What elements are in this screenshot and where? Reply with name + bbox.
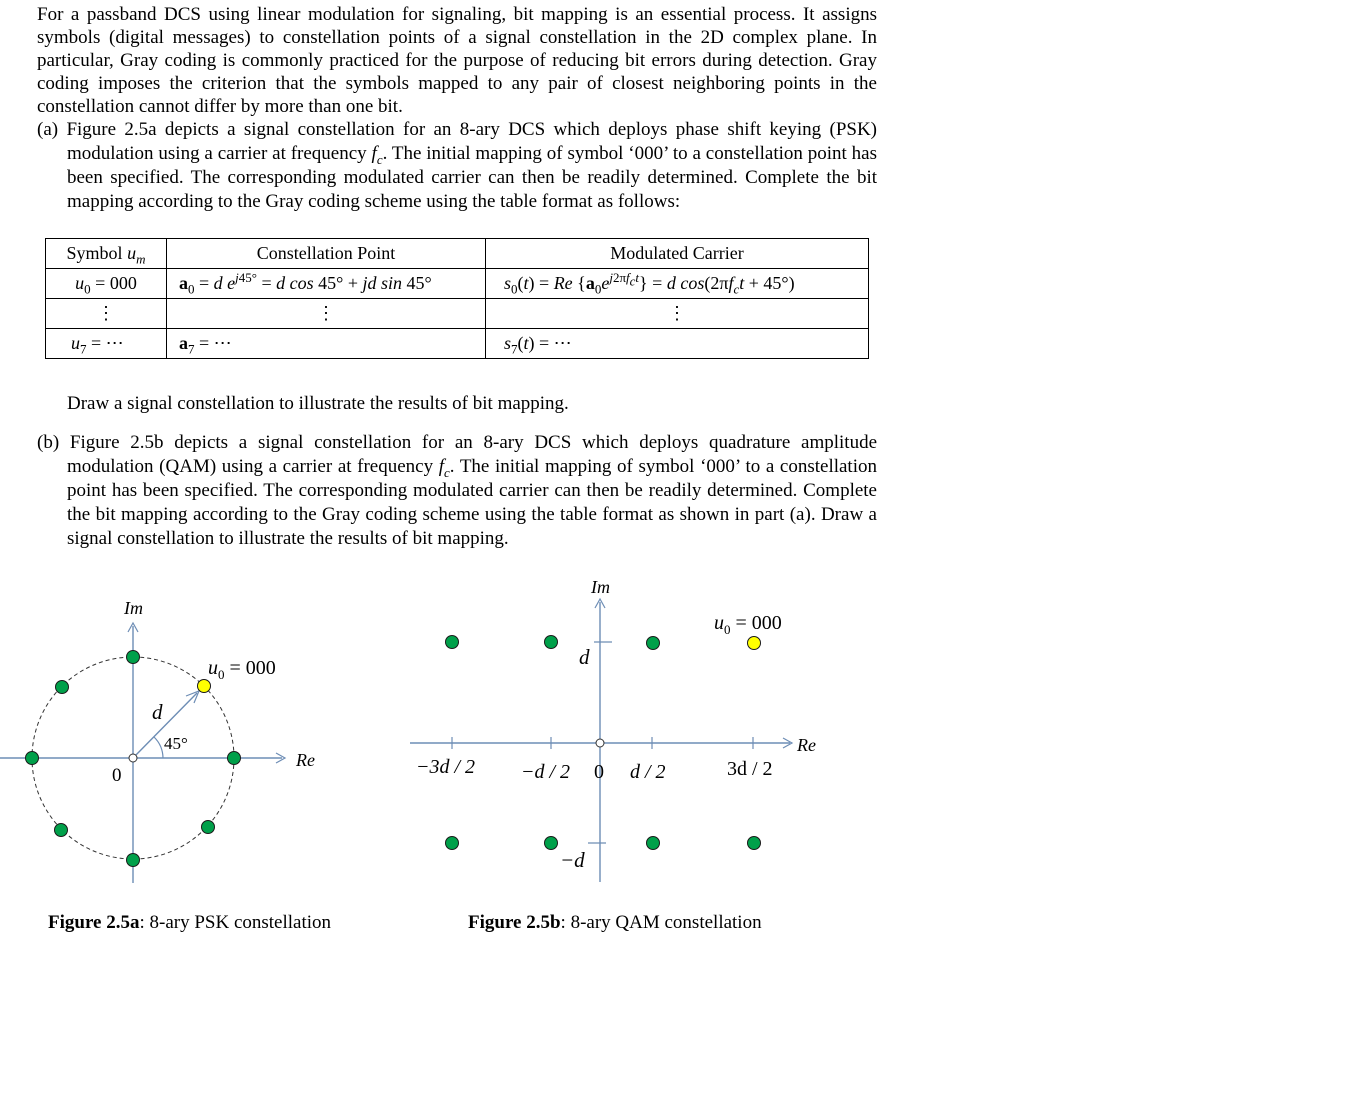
qam-u0-label: $u_0 = 000$ bbox=[714, 612, 782, 637]
cell-dots-3: ⋮ bbox=[486, 299, 869, 329]
cell-symbol-u7: $u_7$ = ⋯ bbox=[46, 329, 167, 359]
cell-symbol-u0: $u_0 = 000$ bbox=[46, 269, 167, 299]
qam-tick-label-pos3: 3d / 2 bbox=[727, 758, 773, 780]
caption-b-bold: Figure 2.5b bbox=[468, 912, 561, 933]
qam-point-top-1 bbox=[446, 636, 459, 649]
qam-neg-d-label: −d bbox=[560, 848, 585, 872]
qam-point-bottom-2 bbox=[545, 837, 558, 850]
qam-tick-label-neg3: −3d / 2 bbox=[416, 756, 476, 778]
table-row-u0 bbox=[46, 269, 869, 299]
qam-point-bottom-4 bbox=[748, 837, 761, 850]
qam-tick-label-neg1: −d / 2 bbox=[521, 761, 571, 783]
header-symbol: Symbol $u_m$ bbox=[46, 239, 167, 269]
header-constellation-point: Constellation Point bbox=[167, 239, 486, 269]
part-b-paragraph bbox=[37, 431, 877, 551]
part-a-fc: $f_c$ bbox=[371, 143, 383, 167]
psk-point-135deg bbox=[56, 681, 69, 694]
qam-tick-label-zero: 0 bbox=[594, 761, 604, 783]
psk-point-270deg bbox=[127, 854, 140, 867]
caption-b-rest: : 8-ary QAM constellation bbox=[560, 912, 762, 933]
psk-constellation-figure bbox=[0, 590, 360, 900]
psk-origin-marker bbox=[129, 754, 137, 762]
table-row-dots bbox=[46, 299, 869, 329]
figure-2-5a-caption bbox=[48, 912, 331, 934]
table-row-u7 bbox=[46, 329, 869, 359]
part-a-paragraph bbox=[37, 118, 877, 214]
psk-angle-arc bbox=[154, 737, 163, 758]
psk-re-label: Re bbox=[296, 750, 315, 770]
figure-2-5b-caption bbox=[468, 912, 762, 934]
qam-im-label: Im bbox=[591, 577, 610, 597]
caption-a-bold: Figure 2.5a bbox=[48, 912, 140, 933]
part-b-text-1: Figure 2.5b depicts a signal constellation for an 8-ary DCS which deploys quadrature amplitude modulation (QAM) using a carrier at frequency bbox=[67, 432, 878, 477]
part-a-label: (a) bbox=[37, 119, 59, 140]
psk-u0-label: $u_0 = 000$ bbox=[208, 657, 276, 682]
qam-origin-marker bbox=[596, 739, 604, 747]
qam-point-bottom-3 bbox=[647, 837, 660, 850]
cell-carrier-s0: $s_0(t) = Re$ $\{a_0e^{j2\pi f_ct}\} = d$ $\cos(2\pi f_ct + 45^\circ)$ bbox=[486, 269, 869, 299]
cell-point-a0: $a_0 = d$ $e^{j45^\circ} = d$ cos 45° + jd sin 45° bbox=[167, 269, 486, 299]
psk-angle-label: 45° bbox=[164, 734, 188, 753]
qam-point-top-3 bbox=[647, 637, 660, 650]
table-header-row bbox=[46, 239, 869, 269]
psk-point-315deg bbox=[202, 821, 215, 834]
caption-a-rest: : 8-ary PSK constellation bbox=[139, 912, 332, 933]
qam-re-label: Re bbox=[797, 735, 816, 755]
cell-dots-2: ⋮ bbox=[167, 299, 486, 329]
cell-dots-1: ⋮ bbox=[46, 299, 167, 329]
part-a-text-1: Figure 2.5a depicts a signal constellation for an 8-ary DCS which deploys phase shift keying (PSK) modulation using a carrier at frequency bbox=[66, 119, 877, 164]
psk-origin-label: 0 bbox=[112, 765, 122, 786]
header-modulated-carrier: Modulated Carrier bbox=[486, 239, 869, 269]
psk-point-180deg bbox=[26, 752, 39, 765]
psk-radius-label: d bbox=[152, 700, 163, 724]
qam-point-top-2 bbox=[545, 636, 558, 649]
intro-paragraph: For a passband DCS using linear modulation for signaling, bit mapping is an essential process. It assigns symbols (digital messages) to constellation points of a signal constellation in the 2D complex plane. In particular, Gray coding is commonly practiced for the purpose of reducing bit errors during detection. Gray coding imposes the criterion that the symbols mapped to any pair of closest neighboring points in the constellation cannot differ by more than one bit. bbox=[37, 4, 877, 117]
part-b-fc: $f_c$ bbox=[438, 456, 450, 480]
part-a-draw-instruction: Draw a signal constellation to illustrate the results of bit mapping. bbox=[67, 393, 569, 414]
qam-point-bottom-1 bbox=[446, 837, 459, 850]
part-b-text-2: . The initial mapping of symbol ‘000’ to a constellation point has been specified. The corresponding modulated carrier can then be readily determined. Complete the bit mapping according to the Gray coding scheme using the table format as shown in part (a). Draw a signal constellation to illustrate the results of bit mapping. bbox=[67, 456, 877, 549]
psk-point-0deg bbox=[228, 752, 241, 765]
bit-mapping-table bbox=[45, 238, 869, 359]
cell-carrier-s7: $s_7(t)$ = ⋯ bbox=[486, 329, 869, 359]
psk-point-u0 bbox=[198, 680, 211, 693]
psk-im-label: Im bbox=[124, 598, 143, 618]
qam-point-u0 bbox=[748, 637, 761, 650]
cell-point-a7: $a_7$ = ⋯ bbox=[167, 329, 486, 359]
psk-point-225deg bbox=[55, 824, 68, 837]
qam-constellation-figure bbox=[400, 570, 840, 890]
part-b-label: (b) bbox=[37, 432, 60, 453]
qam-d-label: d bbox=[579, 645, 590, 669]
qam-tick-label-pos1: d / 2 bbox=[630, 761, 666, 783]
psk-point-90deg bbox=[127, 651, 140, 664]
part-a-text-2: . The initial mapping of symbol ‘000’ to a constellation point has been specified. The corresponding modulated carrier can then be readily determined. Complete the bit mapping according to the Gray coding scheme using the table format as follows: bbox=[67, 143, 877, 212]
